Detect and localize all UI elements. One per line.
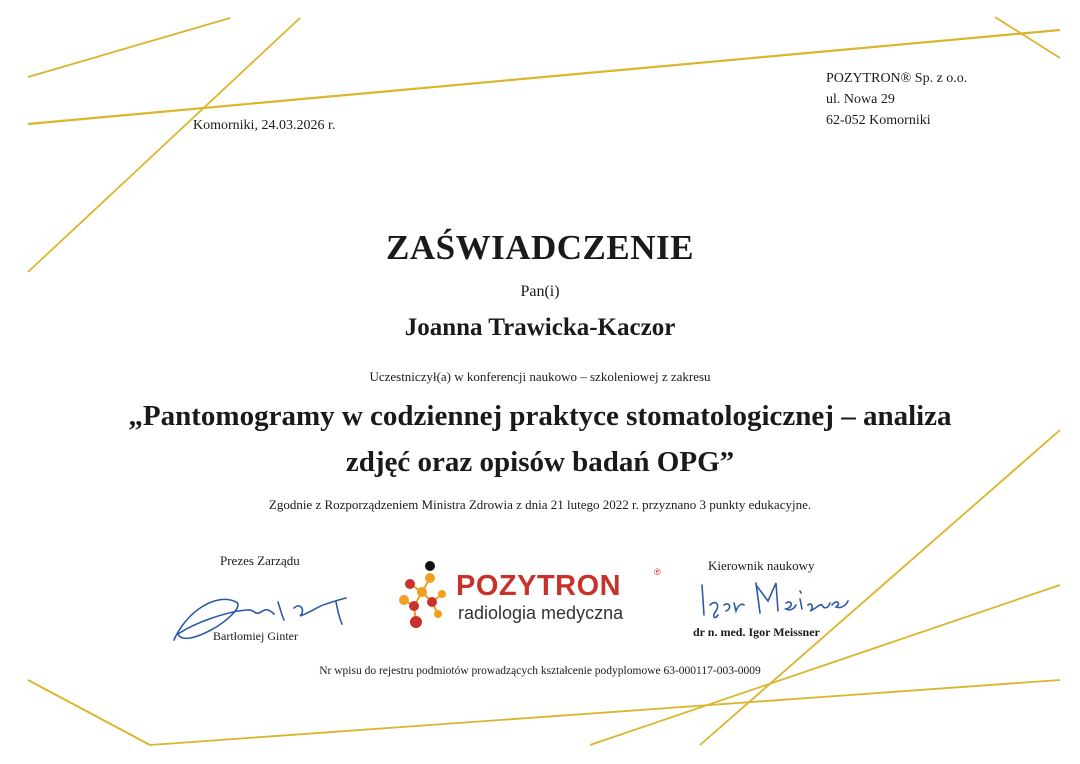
topic-line-1: „Pantomogramy w codziennej praktyce stomatologicznej – analiza xyxy=(128,400,952,432)
scientific-director-signature xyxy=(696,575,856,625)
president-name: Bartłomiej Ginter xyxy=(213,629,298,643)
logo-tagline: radiologia medyczna xyxy=(458,603,624,623)
scientific-director-name: dr n. med. Igor Meissner xyxy=(693,625,820,639)
company-address xyxy=(826,68,967,131)
salutation: Pan(i) xyxy=(520,283,560,300)
registry-number: Nr wpisu do rejestru podmiotów prowadzących kształcenie podyplomowe 63-000117-003-0009 xyxy=(319,665,761,677)
pozytron-logo xyxy=(392,558,677,636)
company-city: 62-052 Komorniki xyxy=(826,113,931,128)
certificate-title: ZAŚWIADCZENIE xyxy=(386,228,694,267)
recipient-name: Joanna Trawicka-Kaczor xyxy=(404,314,676,341)
registered-mark: ® xyxy=(654,567,661,577)
president-role: Prezes Zarządu xyxy=(220,553,300,568)
topic-line-2: zdjęć oraz opisów badań OPG” xyxy=(345,446,735,478)
scientific-director-role: Kierownik naukowy xyxy=(708,558,815,573)
company-name: POZYTRON® Sp. z o.o. xyxy=(826,71,968,86)
logo-wordmark: POZYTRON xyxy=(456,570,622,602)
participation-text: Uczestniczył(a) w konferencji naukowo – szkoleniowej z zakresu xyxy=(369,369,711,384)
regulation-text: Zgodnie z Rozporządzeniem Ministra Zdrowia z dnia 21 lutego 2022 r. przyznano 3 punkty edukacyjne. xyxy=(268,497,812,512)
issue-date: Komorniki, 24.03.2026 r. xyxy=(193,118,336,133)
molecule-icon xyxy=(392,558,456,636)
company-street: ul. Nowa 29 xyxy=(826,92,895,107)
